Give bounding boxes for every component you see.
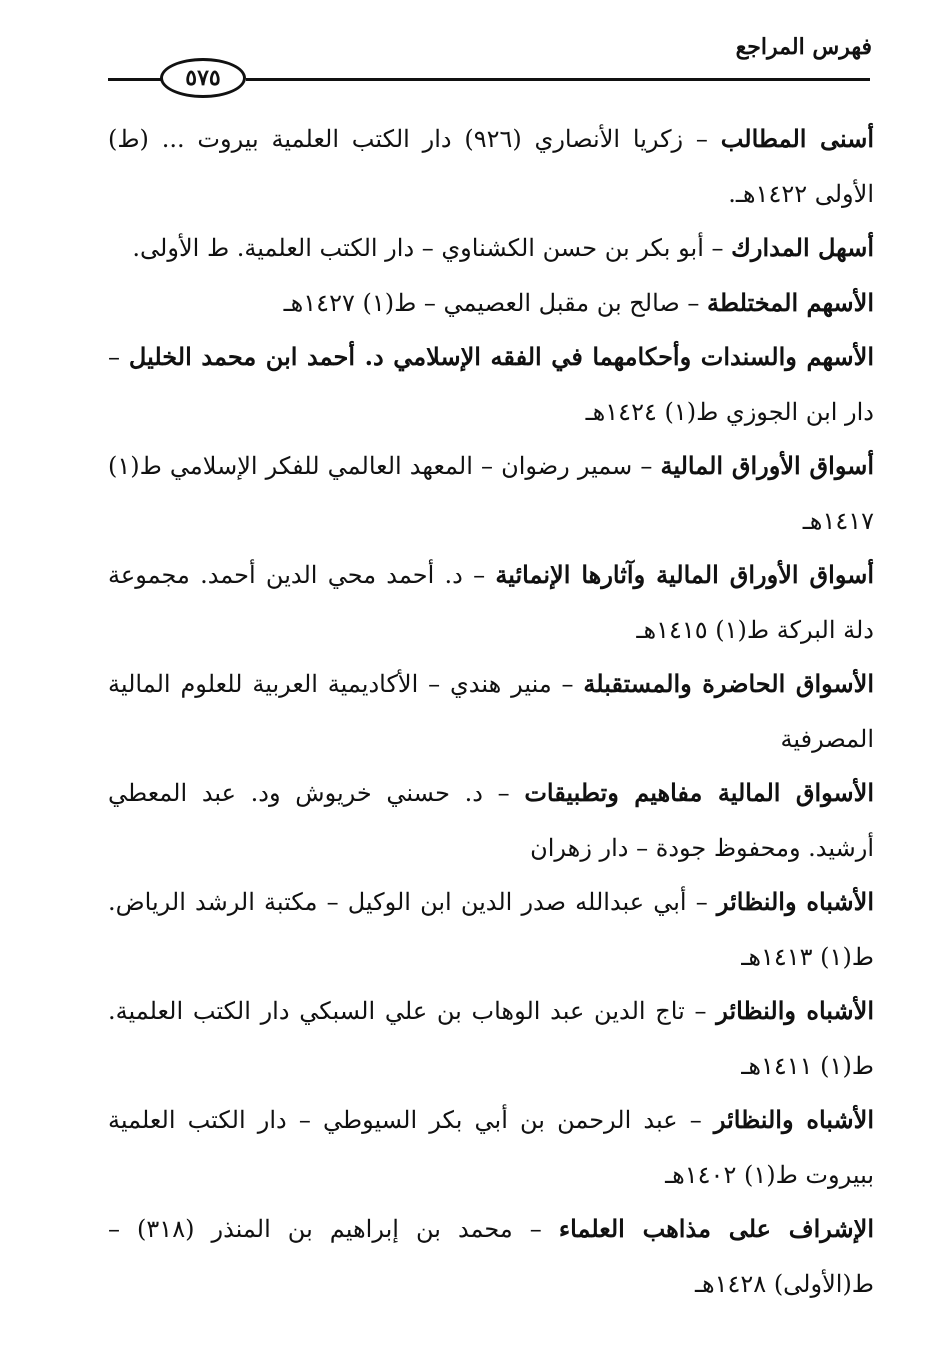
reference-details: – صالح بن مقبل العصيمي – ط(١) ١٤٢٧هـ (283, 288, 708, 317)
reference-title: أسواق الأوراق المالية (660, 451, 875, 480)
reference-title: الأشباه والنظائر (713, 1105, 875, 1134)
page-header (0, 0, 944, 110)
reference-title: الأشباه والنظائر (716, 996, 875, 1025)
reference-details: – زكريا الأنصاري (٩٢٦) دار الكتب العلمية بيروت ... (ط) الأولى ١٤٢٢هـ. (108, 125, 874, 208)
references-list (108, 112, 874, 1311)
reference-entry (108, 1093, 874, 1202)
reference-details: – سمير رضوان – المعهد العالمي للفكر الإسلامي ط(١) ١٤١٧هـ (108, 452, 874, 535)
reference-entry (108, 439, 874, 548)
reference-details: – أبو بكر بن حسن الكشناوي – دار الكتب العلمية. ط الأولى. (132, 234, 732, 262)
reference-details: – د. أحمد محي الدين أحمد. مجموعة دلة البركة ط(١) ١٤١٥هـ (108, 561, 874, 644)
reference-entry (108, 875, 874, 984)
reference-title: الأسواق الحاضرة والمستقبلة (583, 669, 875, 698)
reference-title: أسهل المدارك (731, 233, 874, 262)
reference-entry (108, 112, 874, 221)
reference-title: الأسهم والسندات وأحكامهما في الفقه الإسلامي د. أحمد ابن محمد الخليل (128, 342, 874, 371)
reference-title: أسنى المطالب (720, 124, 874, 153)
reference-title: الإشراف على مذاهب العلماء (558, 1214, 874, 1243)
page-title: فهرس المراجع (735, 34, 872, 60)
reference-entry (108, 330, 874, 439)
reference-details: – محمد بن إبراهيم بن المنذر (٣١٨) – ط(الأولى) ١٤٢٨هـ (108, 1215, 874, 1298)
reference-title: أسواق الأوراق المالية وآثارها الإنمائية (495, 560, 874, 589)
header-rule-right (246, 78, 870, 81)
header-rule-left (108, 78, 168, 81)
reference-details: – د. حسني خريوش ود. عبد المعطي أرشيد. ومحفوظ جودة – دار زهران (108, 779, 874, 862)
reference-title: الأشباه والنظائر (716, 887, 875, 916)
reference-title: الأسواق المالية مفاهيم وتطبيقات (524, 778, 875, 807)
reference-entry (108, 984, 874, 1093)
reference-details: – منير هندي – الأكاديمية العربية للعلوم المالية المصرفية (108, 670, 874, 753)
reference-details: – دار ابن الجوزي ط(١) ١٤٢٤هـ (108, 343, 874, 426)
page-number: ٥٧٥ (160, 58, 246, 98)
reference-title: الأسهم المختلطة (707, 287, 874, 317)
reference-entry (108, 1202, 874, 1311)
reference-entry (108, 221, 874, 276)
reference-entry (108, 657, 874, 766)
reference-details: – عبد الرحمن بن أبي بكر السيوطي – دار الكتب العلمية ببيروت ط(١) ١٤٠٢هـ (108, 1106, 874, 1189)
reference-entry (108, 766, 874, 875)
reference-entry (108, 276, 874, 331)
reference-entry (108, 548, 874, 657)
reference-details: – تاج الدين عبد الوهاب بن علي السبكي دار الكتب العلمية. ط(١) ١٤١١هـ (108, 997, 874, 1080)
reference-details: – أبي عبدالله صدر الدين ابن الوكيل – مكتبة الرشد الرياض. ط(١) ١٤١٣هـ (108, 888, 874, 971)
